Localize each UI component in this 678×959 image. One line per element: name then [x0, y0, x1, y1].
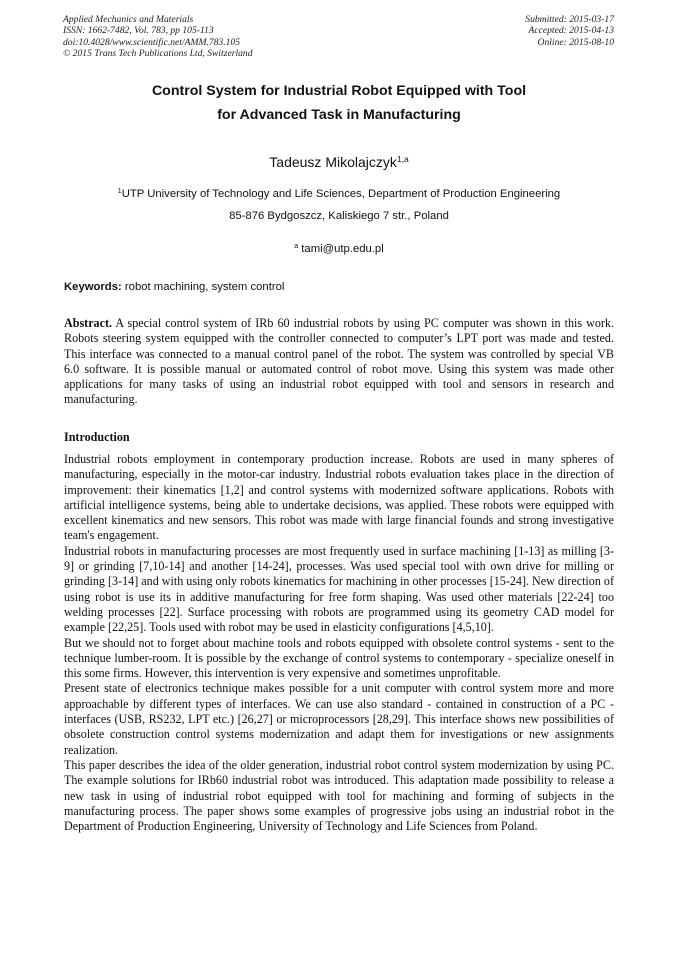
email-mark: a — [294, 243, 299, 250]
accepted-date: Accepted: 2015-04-13 — [528, 25, 614, 37]
online-date: Online: 2015-08-10 — [537, 36, 614, 48]
author-affiliation-mark: 1,a — [396, 154, 409, 164]
doi[interactable]: doi:10.4028/www.scientific.net/AMM.783.105 — [63, 36, 241, 48]
journal-info — [63, 14, 253, 60]
affiliation-line-2: 85-876 Bydgoszcz, Kaliskiego 7 str., Poland — [229, 210, 449, 222]
paragraph: But we should not to forget about machine tools and robots equipped with obsolete control systems - sent to the technique lumber-room. It is possible by the exchange of control systems to contemporary - specialize oneself in this some firms. However, this intervention is very expensive and sometimes unprofitable. — [64, 635, 614, 681]
introduction-body — [64, 452, 614, 834]
keywords-text: robot machining, system control — [124, 281, 285, 293]
paragraph: This paper describes the idea of the older generation, industrial robot control system modernization by using PC. The example solutions for IRb60 industrial robot was introduced. This adaptation made possibility to release a new task in using of industrial robot equipped with tool for machining and forming of subjects in the manufacturing process. The paper shows some examples of progressive jobs using an industrial robot in the Department of Production Engineering, University of Technology and Life Sciences from Poland. — [64, 757, 614, 834]
section-heading-introduction: Introduction — [64, 430, 130, 444]
paragraph: Present state of electronics technique makes possible for a unit computer with control system more and more approachable by different types of interfaces. We can use also standard - contained in construction of a PC - interfaces (USB, RS232, LPT etc.) [26,27] or microprocessors [28,29]. This interface shows new possibilities of obsolete construction control systems modernization and adapt them for investigations or new assignments realization. — [64, 681, 614, 757]
affiliation-line-1: UTP University of Technology and Life Sciences, Department of Production Engineering — [121, 188, 561, 200]
paper-title — [0, 79, 678, 127]
email — [0, 243, 678, 255]
issn-volume: ISSN: 1662-7482, Vol. 783, pp 105-113 — [63, 25, 214, 37]
journal-name: Applied Mechanics and Materials — [63, 14, 194, 25]
affiliation — [0, 181, 678, 227]
author-name: Tadeusz Mikolajczyk — [269, 154, 397, 170]
paragraph: Industrial robots in manufacturing processes are most frequently used in surface machining [1-13] as milling [3-9] or grinding [7,10-14] and another [14-24], processes. Was used special tool with own drive for milling or grinding [3-14] and with using only robots kinematics for machining in other processes [15-24]. New direction of using robot is use its in additive manufacturing for free form shaping. Was used other materials [22-24] too welding processes [22]. Surface processing with robots are programmed using its geometry CAD model for example [22,25]. Tools used with robot may be used in elasticity configurations [4,5,10]. — [64, 543, 614, 635]
abstract-text: A special control system of IRb 60 industrial robots by using PC computer was shown in this work. Robots steering system equipped with the controller connected to computer’s LPT port was made and tested. This interface was connected to a manual control panel of the robot. The system was controlled by special VB 6.0 software. It is possible manual or automated control of robot move. Using this system was made other applications for many tasks of using an industrial robot equipped with tool and sensors in research and manufacturing. — [64, 316, 614, 407]
copyright: © 2015 Trans Tech Publications Ltd, Switzerland — [63, 48, 253, 60]
submitted-date: Submitted: 2015-03-17 — [525, 14, 614, 25]
author — [0, 154, 678, 170]
title-line-2: for Advanced Task in Manufacturing — [217, 107, 461, 123]
abstract — [64, 316, 614, 408]
abstract-label: Abstract. — [64, 316, 113, 330]
keywords-label: Keywords: — [64, 281, 122, 293]
keywords — [64, 281, 284, 293]
publication-dates — [525, 14, 614, 48]
email-address[interactable]: tami@utp.edu.pl — [301, 243, 384, 255]
title-line-1: Control System for Industrial Robot Equipped with Tool — [151, 83, 527, 99]
paragraph: Industrial robots employment in contemporary production increase. Robots are used in many spheres of manufacturing, especially in the motor-car industry. Industrial robots evaluation takes place in the direction of improvement: their kinematics [1,2] and control systems with modernized software applications. Robots with artificial intelligence systems, being able to undertake decisions, was applied. These robots were equipped with excellent kinematics and new sensors. This robot was made with large financial founds and strong investigative team's engagement. — [64, 452, 614, 543]
affiliation-mark: 1 — [117, 188, 122, 195]
